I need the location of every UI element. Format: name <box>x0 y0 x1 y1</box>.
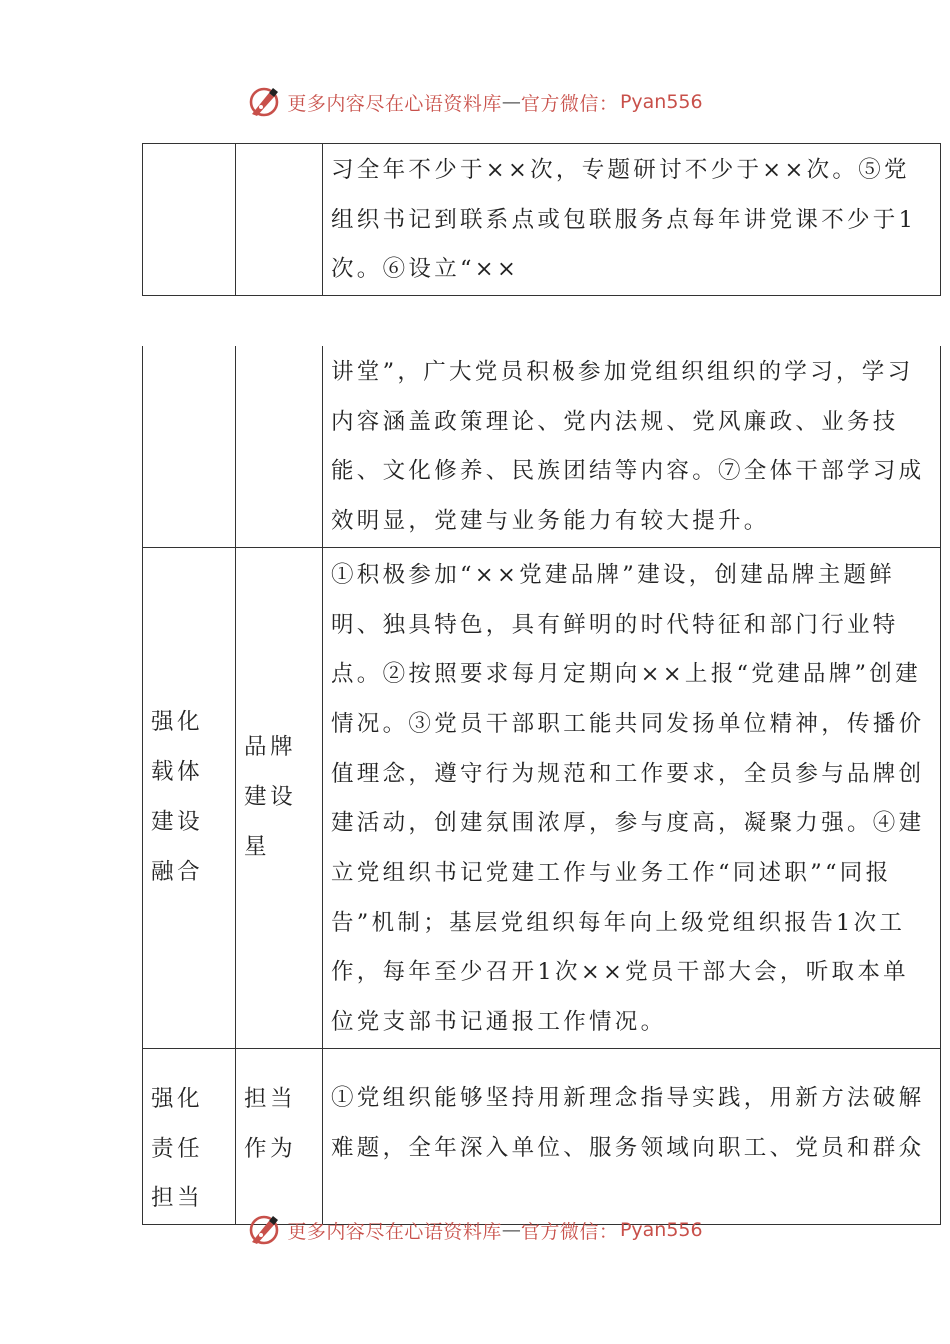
table-row <box>143 547 941 1048</box>
table-cell-standard <box>323 547 941 1048</box>
banner-wechat-id: Pyan556 <box>619 91 703 113</box>
cell-text: ①积极参加“××党建品牌”建设，创建品牌主题鲜明、独具特色，具有鲜明的时代特征和部门行业特点。②按照要求每月定期向××上报“党建品牌”创建情况。③党员干部职工能共同发扬单位精神，传播价值理念，遵守行为规范和工作要求，全员参与品牌创建活动，创建氛围浓厚，参与度高，凝聚力强。④建立党组织书记党建工作与业务工作“同述职”“同报告”机制；基层党组织每年向上级党组织报告1次工作，每年至少召开1次××党员干部大会，听取本单位党支部书记通报工作情况。 <box>331 561 925 1036</box>
header-banner <box>0 82 950 122</box>
banner-wechat-id: Pyan556 <box>619 1219 703 1241</box>
banner-dash: — <box>501 1219 521 1241</box>
table-top <box>142 143 941 296</box>
cell-text: 习全年不少于××次，专题研讨不少于××次。⑤党组织书记到联系点或包联服务点每年讲党课不少于1次。⑥设立“×× <box>331 157 917 283</box>
banner-separator: ： <box>598 1220 618 1243</box>
cell-text: 讲堂”，广大党员积极参加党组织组织的学习，学习内容涵盖政策理论、党内法规、党风廉政、业务技能、文化修养、民族团结等内容。⑦全体干部学习成效明显，党建与业务能力有较大提升。 <box>331 359 925 535</box>
table-cell-standard <box>323 1048 941 1224</box>
banner-wechat-label: 官方微信 <box>520 1220 599 1243</box>
table-bottom <box>142 346 941 1225</box>
table-cell-star <box>236 144 323 296</box>
table-cell-standard <box>323 144 941 296</box>
table-cell-star <box>236 346 323 547</box>
table-cell-star: 担当作为 <box>236 1048 323 1224</box>
banner-separator: ： <box>598 92 618 115</box>
table-cell-star: 品牌建设星 <box>236 547 323 1048</box>
footer-banner <box>0 1210 950 1250</box>
banner-text: 更多内容尽在心语资料库 <box>287 1220 502 1243</box>
table-cell-category <box>143 144 236 296</box>
table-cell-category: 强化责任担当 <box>143 1048 236 1224</box>
banner-wechat-label: 官方微信 <box>520 92 599 115</box>
table-row <box>143 1048 941 1224</box>
table-cell-standard <box>323 346 941 547</box>
cell-text: ①党组织能够坚持用新理念指导实践，用新方法破解难题，全年深入单位、服务领域向职工、党员和群众 <box>331 1084 925 1161</box>
table-row <box>143 144 941 296</box>
table-row <box>143 346 941 547</box>
pen-logo-icon <box>247 1212 283 1248</box>
banner-text: 更多内容尽在心语资料库 <box>287 92 502 115</box>
table-cell-category <box>143 346 236 547</box>
pen-logo-icon <box>247 84 283 120</box>
banner-dash: — <box>501 91 521 113</box>
table-cell-category: 强化载体建设融合 <box>143 547 236 1048</box>
